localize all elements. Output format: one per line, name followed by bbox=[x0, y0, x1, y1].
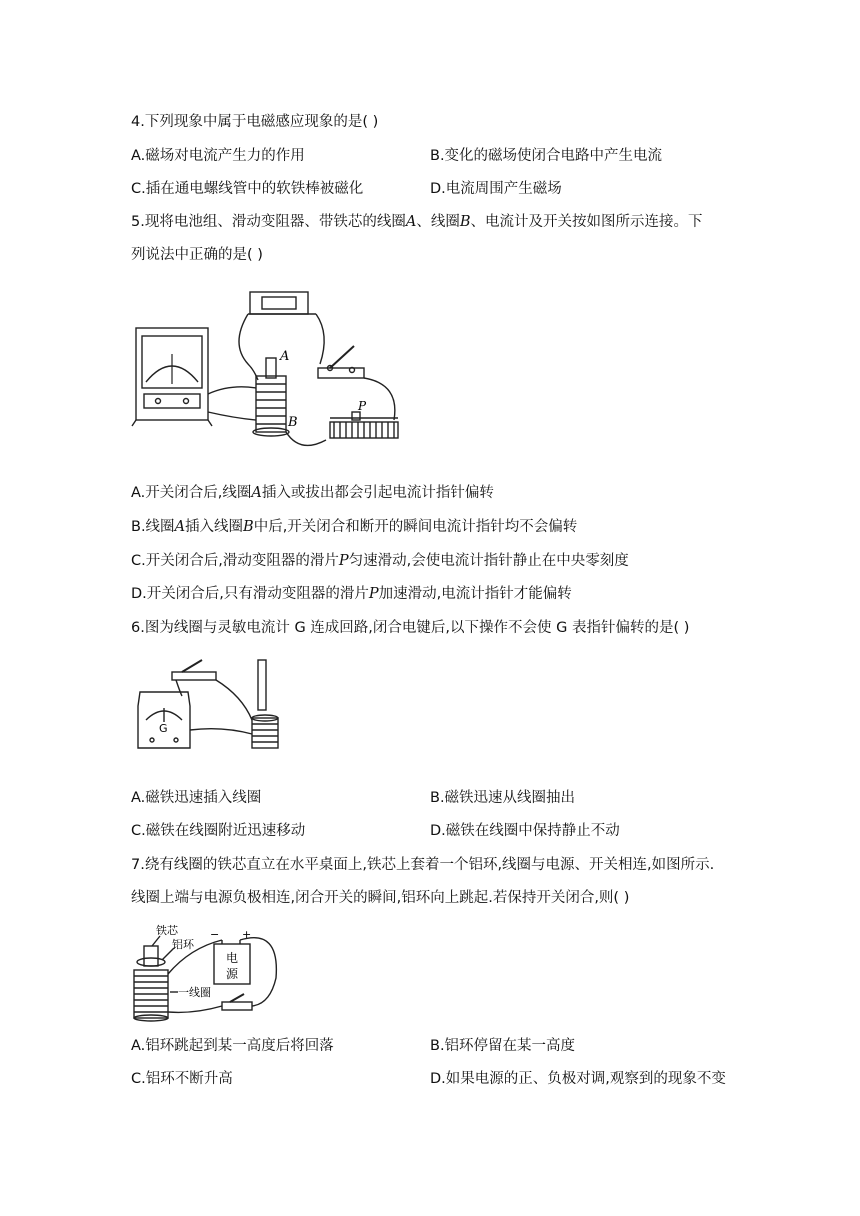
q7-option-d: D.如果电源的正、负极对调,观察到的现象不变 bbox=[430, 1071, 726, 1087]
bar-magnet bbox=[258, 660, 266, 710]
q5-stem-text: 、电流计及开关按如图所示连接。下 bbox=[470, 214, 703, 230]
coil bbox=[252, 718, 278, 748]
q5-option-a-var: A bbox=[251, 485, 262, 501]
q7-label-source-1: 电 bbox=[226, 951, 239, 965]
q5-option-a bbox=[131, 483, 494, 503]
q6-option-d: D.磁铁在线圈中保持静止不动 bbox=[430, 823, 620, 839]
q5-option-b bbox=[131, 517, 577, 537]
q4-option-c: C.插在通电螺线管中的软铁棒被磁化 bbox=[131, 181, 364, 197]
q7-figure bbox=[130, 918, 300, 1022]
q6-galvanometer-diagram bbox=[132, 656, 282, 760]
q5-label-a: A bbox=[280, 349, 290, 364]
q5-stem-line1 bbox=[131, 212, 702, 232]
q4-option-a: A.磁场对电流产生力的作用 bbox=[131, 148, 305, 164]
q5-option-c-text: 匀速滑动,会使电流计指针静止在中央零刻度 bbox=[348, 553, 629, 569]
q7-option-c: C.铝环不断升高 bbox=[131, 1071, 233, 1087]
q7-ring-diagram bbox=[130, 918, 300, 1022]
q7-label-coil: 一线圈 bbox=[178, 986, 211, 999]
q4-option-d: D.电流周围产生磁场 bbox=[430, 181, 562, 197]
q5-circuit-diagram bbox=[130, 284, 420, 462]
q6-option-b: B.磁铁迅速从线圈抽出 bbox=[430, 790, 576, 806]
q7-option-a: A.铝环跳起到某一高度后将回落 bbox=[131, 1038, 334, 1054]
q5-label-p: P bbox=[358, 399, 367, 413]
q5-var-b: B bbox=[459, 214, 471, 230]
iron-core bbox=[144, 946, 158, 966]
q5-circuit-figure bbox=[130, 284, 420, 462]
q4-option-b: B.变化的磁场使闭合电路中产生电流 bbox=[430, 148, 663, 164]
q5-option-d-text: D.开关闭合后,只有滑动变阻器的滑片 bbox=[131, 586, 369, 602]
coil-a-core bbox=[266, 358, 276, 378]
q6-option-c: C.磁铁在线圈附近迅速移动 bbox=[131, 823, 306, 839]
switch bbox=[172, 672, 216, 680]
q4-stem: 4.下列现象中属于电磁感应现象的是( ) bbox=[131, 114, 379, 130]
q5-stem-text: 5.现将电池组、滑动变阻器、带铁芯的线圈 bbox=[131, 214, 406, 230]
q7-label-plus: + bbox=[242, 928, 252, 941]
q5-stem-text: 、线圈 bbox=[416, 214, 460, 230]
q6-figure bbox=[132, 656, 282, 760]
q7-stem-line2: 线圈上端与电源负极相连,闭合开关的瞬间,铝环向上跳起.若保持开关闭合,则( ) bbox=[131, 890, 630, 906]
q6-option-a: A.磁铁迅速插入线圈 bbox=[131, 790, 262, 806]
q7-label-core: 铁芯 bbox=[156, 924, 178, 937]
q5-option-d bbox=[131, 584, 572, 604]
q6-label-g: G bbox=[159, 722, 168, 735]
aluminium-ring bbox=[137, 958, 165, 966]
switch bbox=[222, 1002, 252, 1010]
q5-option-d-text: 加速滑动,电流计指针才能偏转 bbox=[378, 586, 572, 602]
q7-label-source-2: 源 bbox=[226, 967, 239, 981]
q5-option-b-var: A bbox=[174, 519, 186, 535]
q5-option-a-text: 插入或拔出都会引起电流计指针偏转 bbox=[261, 485, 494, 501]
q5-option-c bbox=[131, 551, 629, 571]
q5-label-b: B bbox=[288, 415, 298, 430]
q7-option-b: B.铝环停留在某一高度 bbox=[430, 1038, 576, 1054]
q7-stem-line1: 7.绕有线圈的铁芯直立在水平桌面上,铁芯上套着一个铝环,线圈与电源、开关相连,如图所示. bbox=[131, 857, 715, 873]
q5-option-b-text: B.线圈 bbox=[131, 519, 175, 535]
q5-var-a: A bbox=[405, 214, 417, 230]
q7-label-ring: 铝环 bbox=[172, 938, 194, 951]
q7-label-minus: − bbox=[210, 928, 220, 941]
q5-option-b-text: 插入线圈 bbox=[185, 519, 244, 535]
switch bbox=[318, 368, 364, 378]
battery-pack bbox=[250, 292, 308, 314]
q5-option-c-var: P bbox=[338, 553, 349, 569]
q5-option-b-text: 中后,开关闭合和断开的瞬间电流计指针均不会偏转 bbox=[253, 519, 578, 535]
q5-option-b-var: B bbox=[243, 519, 254, 535]
q5-stem-line2: 列说法中正确的是( ) bbox=[131, 247, 263, 263]
q5-option-a-text: A.开关闭合后,线圈 bbox=[131, 485, 252, 501]
q5-option-d-var: P bbox=[368, 586, 379, 602]
q6-stem: 6.图为线圈与灵敏电流计 G 连成回路,闭合电键后,以下操作不会使 G 表指针偏转的是( ) bbox=[131, 620, 690, 636]
q5-option-c-text: C.开关闭合后,滑动变阻器的滑片 bbox=[131, 553, 339, 569]
